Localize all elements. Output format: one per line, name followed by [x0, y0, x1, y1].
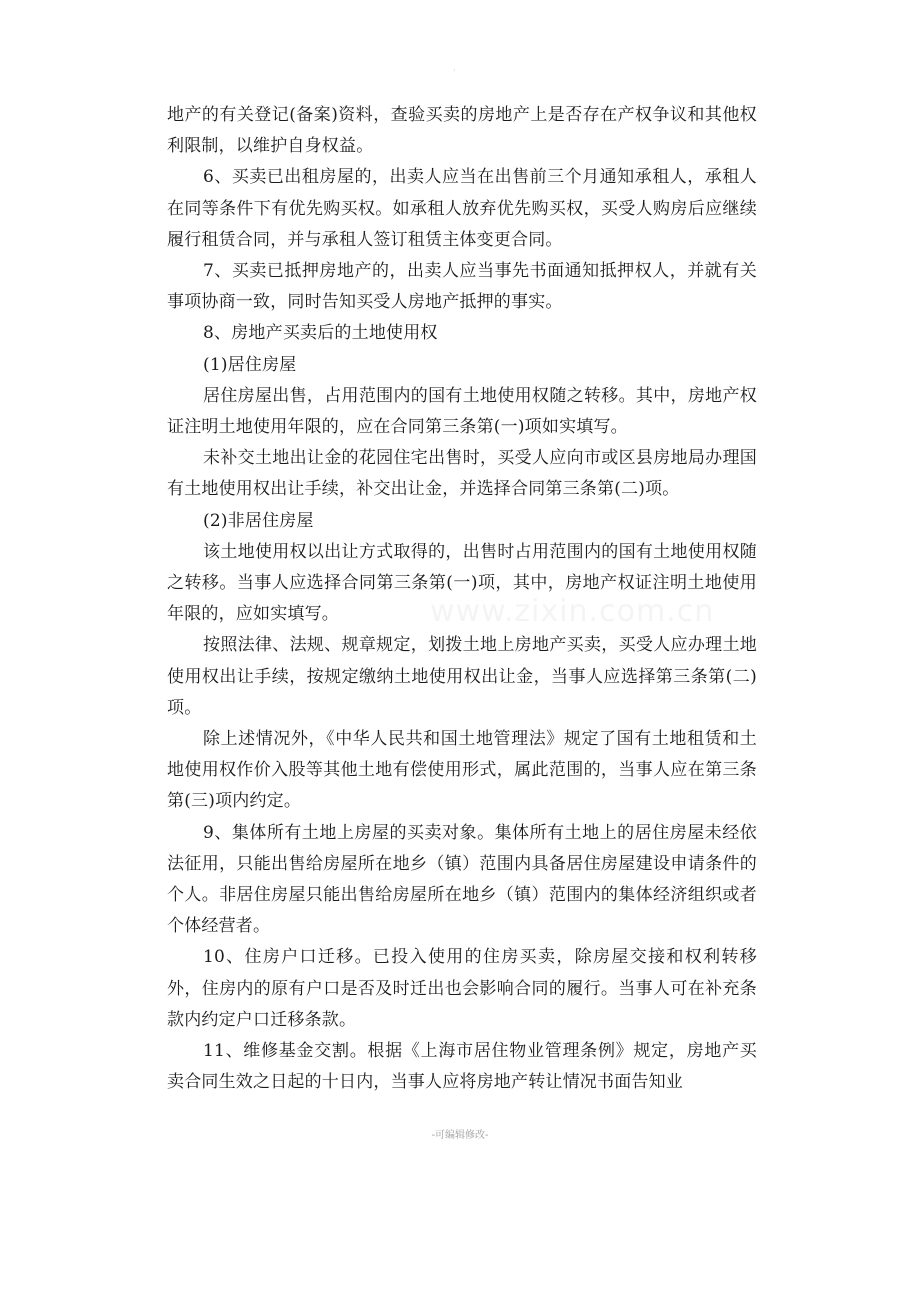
- paragraph-item-11: 11、维修基金交割。根据《上海市居住物业管理条例》规定，房地产买卖合同生效之日起的十日内，当事人应将房地产转让情况书面告知业: [167, 1041, 757, 1093]
- paragraph-item-7: 7、买卖已抵押房地产的，出卖人应当事先书面通知抵押权人，并就有关事项协商一致，同时告知买受人房地产抵押的事实。: [167, 261, 757, 313]
- paragraph-non-residential-1: 该土地使用权以出让方式取得的，出售时占用范围内的国有土地使用权随之转移。当事人应选择合同第三条第(一)项，其中，房地产权证注明土地使用年限的，应如实填写。: [167, 541, 757, 625]
- paragraph-item-6: 6、买卖已出租房屋的，出卖人应当在出售前三个月通知承租人，承租人在同等条件下有优先购买权。如承租人放弃优先购买权，买受人购房后应继续履行租赁合同，并与承租人签订租赁主体变更合同。: [167, 167, 757, 250]
- paragraph-item-9: 9、集体所有土地上房屋的买卖对象。集体所有土地上的居住房屋未经依法征用，只能出售给房屋所在地乡（镇）范围内具备居住房屋建设申请条件的个人。非居住房屋只能出售给房屋所在地乡（镇）范围内的集体经济组织或者个体经营者。: [167, 822, 757, 937]
- page-footer: -可编辑修改-: [431, 1130, 489, 1141]
- paragraph-non-residential-3: 除上述情况外，《中华人民共和国土地管理法》规定了国有土地租赁和土地使用权作价入股等其他土地有偿使用形式，属此范围的，当事人应在第三条第(三)项内约定。: [167, 729, 757, 812]
- subheading-residential: (1)居住房屋: [203, 354, 297, 375]
- site-watermark: www.zixin.com.cn: [430, 594, 715, 629]
- document-body: [167, 100, 757, 1099]
- subheading-non-residential: (2)非居住房屋: [203, 510, 314, 531]
- heading-item-8: 8、房地产买卖后的土地使用权: [203, 323, 438, 344]
- paragraph-residential-2: 未补交土地出让金的花园住宅出售时，买受人应向市或区县房地局办理国有土地使用权出让手续，补交出让金，并选择合同第三条第(二)项。: [167, 448, 757, 500]
- paragraph-residential-1: 居住房屋出售，占用范围内的国有土地使用权随之转移。其中，房地产权证注明土地使用年限的，应在合同第三条第(一)项如实填写。: [167, 385, 757, 438]
- page-top-mark: ·: [453, 66, 456, 75]
- paragraph-continuation: 地产的有关登记(备案)资料，查验买卖的房地产上是否存在产权争议和其他权利限制，以维护自身权益。: [167, 105, 757, 157]
- paragraph-item-10: 10、住房户口迁移。已投入使用的住房买卖，除房屋交接和权利转移外，住房内的原有户口是否及时迁出也会影响合同的履行。当事人可在补充条款内约定户口迁移条款。: [167, 947, 757, 1030]
- paragraph-non-residential-2: 按照法律、法规、规章规定，划拨土地上房地产买卖，买受人应办理土地使用权出让手续，按规定缴纳土地使用权出让金，当事人应选择第三条第(二)项。: [167, 635, 757, 718]
